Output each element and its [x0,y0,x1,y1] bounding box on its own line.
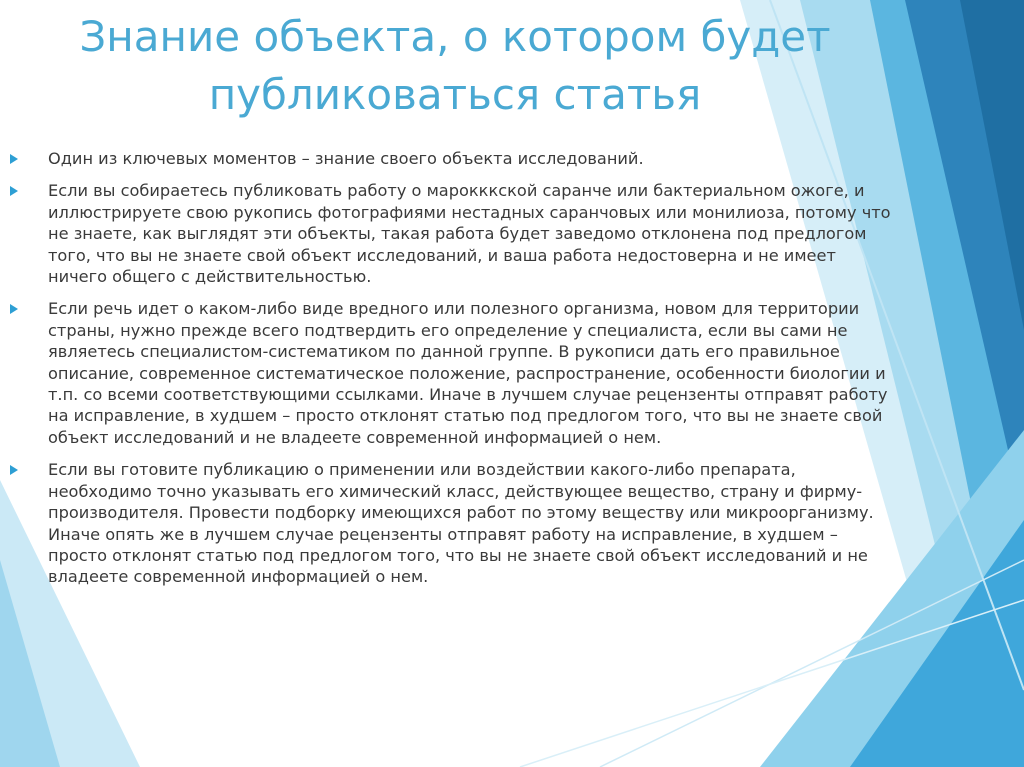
triangle-bullet-icon [10,465,18,475]
triangle-bullet-icon [10,154,18,164]
list-item [10,148,895,169]
list-item-text: Если речь идет о каком-либо виде вредного или полезного организма, новом для территории страны, нужно прежде всего подтвердить его определение у специалиста, если вы сами не являетесь специалистом-систематиком по данной группе. В рукописи дать его правильное описание, современное систематическое положение, распространение, особенности биологии и т.п. со всеми соответствующими ссылками. Иначе в лучшем случае рецензенты отправят работу на исправление, в худшем – просто отклонят статью под предлогом того, что вы не знаете свой объект исследований и не владеете современной информацией о нем. [48,299,888,447]
triangle-bullet-icon [10,186,18,196]
list-item [10,459,895,587]
list-item-text: Если вы готовите публикацию о применении или воздействии какого-либо препарата, необходимо точно указывать его химический класс, действующее вещество, страну и фирму-производителя. Провести подборку имеющихся работ по этому веществу или микроорганизму. Иначе опять же в лучшем случае рецензенты отправят работу на исправление, в худшем – просто отклонят статью под предлогом того, что вы не знаете свой объект исследований и не владеете современной информацией о нем. [48,460,874,587]
list-item-text: Один из ключевых моментов – знание своего объекта исследований. [48,149,644,168]
list-item-text: Если вы собираетесь публиковать работу о марокккской саранче или бактериальном ожоге, и иллюстрируете свою рукопись фотографиями нестадных саранчовых или монилиоза, потому что не знаете, как выглядят эти объекты, такая работа будет заведомо отклонена под предлогом того, что вы не знаете свой объект исследований, и ваша работа недостоверна и не имеет ничего общего с действительностью. [48,181,891,287]
list-item [10,298,895,448]
slide-title: Знание объекта, о котором будет публиковаться статья [79,12,831,119]
list-item [10,180,895,287]
bullet-list [10,148,895,599]
triangle-bullet-icon [10,304,18,314]
